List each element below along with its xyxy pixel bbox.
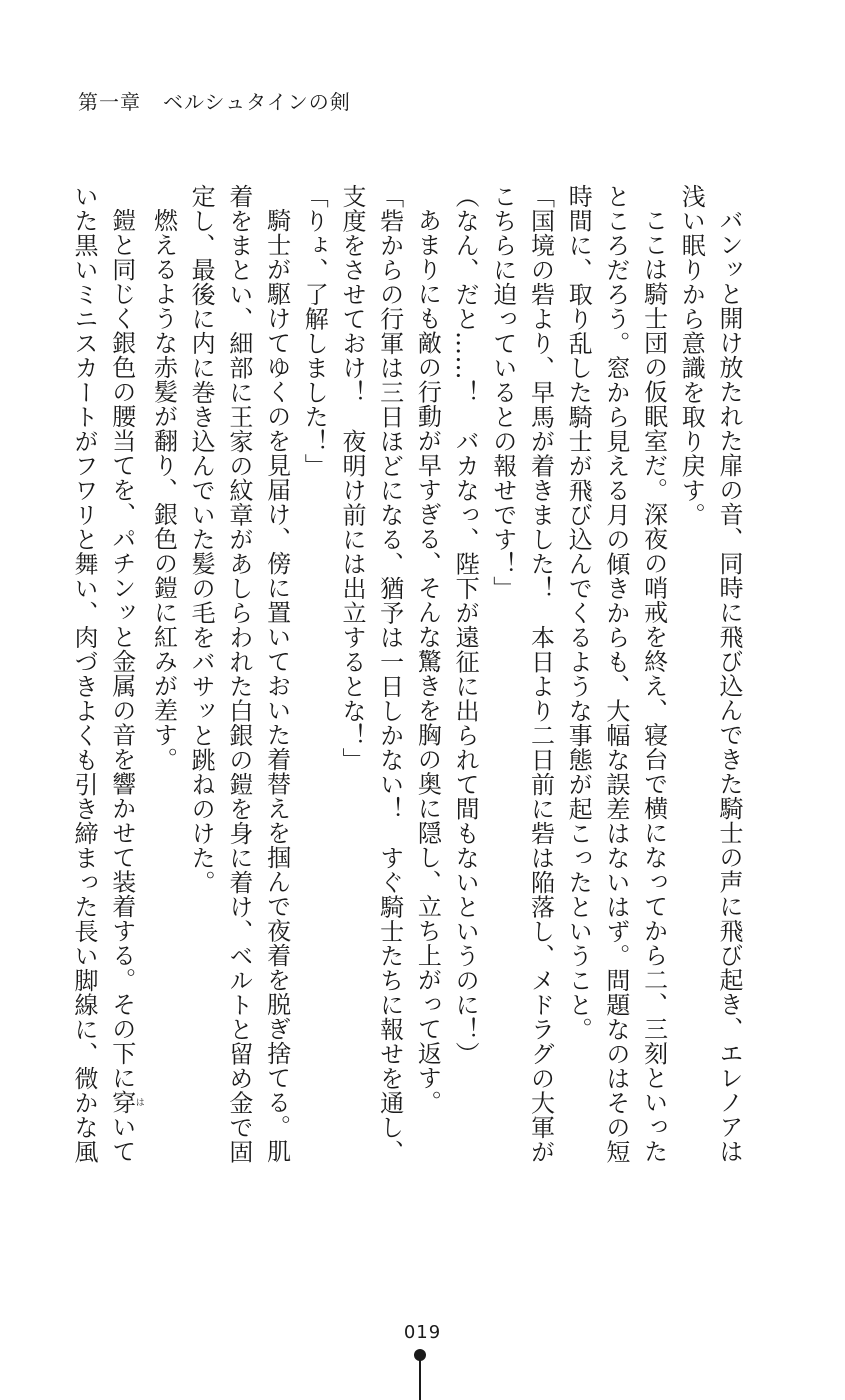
text-line: 騎士が駆けてゆくのを見届け、傍に置いておいた着替えを掴んで夜着を脱ぎ捨てる。肌 (262, 208, 291, 1164)
text-line: 時間に、取り乱した騎士が飛び込んでくるような事態が起こったということ。 (564, 184, 593, 1042)
text-line: いた黒いミニスカートがフワリと舞い、肉づきよくも引き締まった長い脚線に、微かな風 (70, 184, 99, 1164)
text-line: 支度をさせておけ！ 夜明け前には出立するとな！」 (337, 184, 366, 772)
text-line: 定し、最後に内に巻き込んでいた髪の毛をバサッと跳ねのけた。 (187, 184, 216, 895)
text-line: ここは騎士団の仮眠室だ。深夜の哨戒を終え、寝台で横になってから二、三刻といった (639, 208, 668, 1164)
chapter-title: ベルシュタインの剣 (163, 90, 351, 114)
text-line: あまりにも敵の行動が早すぎる、そんな驚きを胸の奥に隠し、立ち上がって返す。 (413, 208, 442, 1115)
chapter-number: 第一章 (78, 90, 141, 114)
text-line: （なん、だと……！ バカなっ、陛下が遠征に出られて間もないというのに！） (451, 184, 480, 1066)
text-line: 燃えるような赤髪が翻り、銀色の鎧に紅みが差す。 (149, 208, 178, 772)
vertical-text-body (67, 184, 747, 1184)
page-number: 019 (403, 1322, 442, 1343)
text-line: 「国境の砦より、早馬が着きました！ 本日より二日前に砦は陥落し、メドラグの大軍が (526, 184, 555, 1164)
text-line: 「りょ、了解しました！」 (300, 184, 329, 478)
text-line: 着をまとい、細部に王家の紋章があしらわれた白銀の鎧を身に着け、ベルトと留め金で固 (224, 184, 253, 1164)
text-line: 浅い眠りから意識を取り戻す。 (677, 184, 706, 527)
ruby-annotation: 穿は (107, 1090, 144, 1115)
page-marker-line (419, 1360, 421, 1400)
text-line: こちらに迫っているとの報せです！」 (488, 184, 517, 601)
text-line: 「砦からの行軍は三日ほどになる、猶予は一日しかない！ すぐ騎士たちに報せを通し、 (375, 184, 404, 1164)
text-line: 鎧と同じく銀色の腰当てを、パチンッと金属の音を響かせて装着する。その下に穿はいて (107, 208, 144, 1164)
text-line: ところだろう。窓から見える月の傾きからも、大幅な誤差はないはず。問題なのはその短 (601, 184, 630, 1164)
running-header (78, 86, 351, 115)
text-line: バンッと開け放たれた扉の音、同時に飛び込んできた騎士の声に飛び起き、エレノアは (715, 208, 743, 1164)
